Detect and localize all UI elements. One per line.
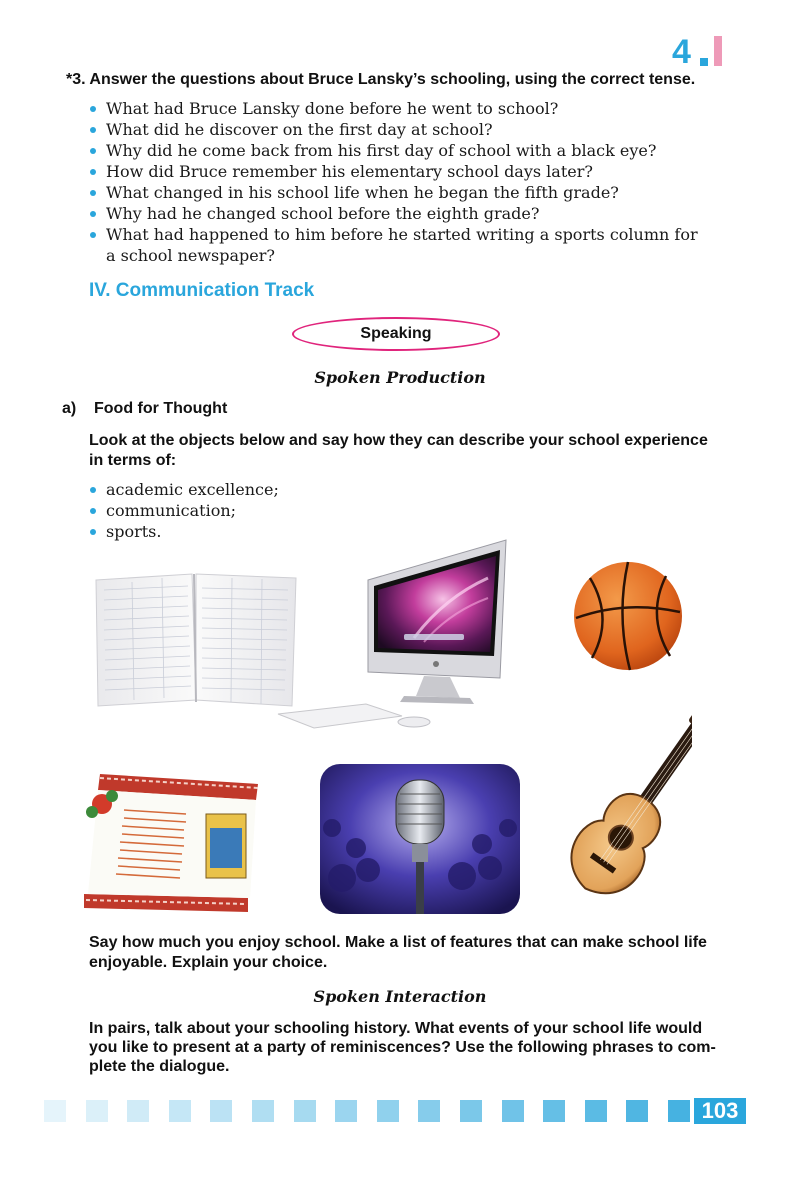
desktop-computer-image xyxy=(274,538,514,734)
question-item-continuation: a school newspaper? xyxy=(106,246,275,265)
pairs-task: In pairs, talk about your schooling history. What events of your school life would you like to present at a party of reminiscences? Use the following phrases to com- plete the dialogue. xyxy=(89,1020,716,1075)
footer-square xyxy=(44,1100,66,1122)
acoustic-guitar-image xyxy=(552,696,692,912)
footer-square xyxy=(418,1100,440,1122)
speaking-label: Speaking xyxy=(360,325,432,342)
bullet-icon xyxy=(90,211,96,217)
topic-item: communication; xyxy=(88,500,488,521)
question-item: What had happened to him before he started writing a sports column for xyxy=(88,224,748,245)
footer-square xyxy=(86,1100,108,1122)
footer-square xyxy=(626,1100,648,1122)
footer-decoration xyxy=(44,1100,704,1124)
basketball-image xyxy=(566,560,690,672)
spoken-production-heading: Spoken Production xyxy=(314,368,486,387)
section-title: IV. Communication Track xyxy=(89,280,315,301)
footer-square xyxy=(335,1100,357,1122)
question-list xyxy=(88,98,748,266)
topic-item: sports. xyxy=(88,521,488,542)
footer-square xyxy=(169,1100,191,1122)
question-item: What did he discover on the first day at school? xyxy=(88,119,748,140)
question-title: *3. Answer the questions about Bruce Lansky’s schooling, using the correct tense. xyxy=(66,71,696,88)
speaking-badge xyxy=(292,317,500,351)
topic-item: academic excellence; xyxy=(88,479,488,500)
bullet-icon xyxy=(90,487,96,493)
exercise-instruction: Look at the objects below and say how they can describe your school experience in terms of: xyxy=(89,432,708,469)
exercise-title: Food for Thought xyxy=(94,400,228,417)
footer-square xyxy=(252,1100,274,1122)
question-item: Why did he come back from his first day of school with a black eye? xyxy=(88,140,748,161)
school-bulletin-board-image xyxy=(80,768,262,914)
bullet-icon xyxy=(90,529,96,535)
bullet-icon xyxy=(90,148,96,154)
footer-square xyxy=(543,1100,565,1122)
bullet-icon xyxy=(90,232,96,238)
bullet-icon xyxy=(90,508,96,514)
footer-square xyxy=(210,1100,232,1122)
footer-square xyxy=(460,1100,482,1122)
unit-dot xyxy=(700,58,708,66)
exercise-letter: a) xyxy=(62,400,77,417)
question-item: What changed in his school life when he began the fifth grade? xyxy=(88,182,748,203)
bullet-icon xyxy=(90,169,96,175)
spoken-interaction-heading: Spoken Interaction xyxy=(313,987,487,1006)
question-item: How did Bruce remember his elementary school days later? xyxy=(88,161,748,182)
footer-square xyxy=(585,1100,607,1122)
topic-list xyxy=(88,479,488,542)
bullet-icon xyxy=(90,127,96,133)
footer-square xyxy=(294,1100,316,1122)
enjoy-school-task: Say how much you enjoy school. Make a list of features that can make school life enjoyable. Explain your choice. xyxy=(89,934,707,971)
footer-square xyxy=(502,1100,524,1122)
bullet-icon xyxy=(90,190,96,196)
unit-subnumber xyxy=(714,36,722,66)
footer-square xyxy=(668,1100,690,1122)
unit-marker xyxy=(672,33,732,71)
footer-square xyxy=(127,1100,149,1122)
question-item: What had Bruce Lansky done before he went to school? xyxy=(88,98,748,119)
footer-square xyxy=(377,1100,399,1122)
unit-number: 4 xyxy=(672,33,691,71)
exercise-a-heading xyxy=(62,400,227,418)
page-number: 103 xyxy=(694,1098,746,1124)
question-item: Why had he changed school before the eighth grade? xyxy=(88,203,748,224)
open-register-book-image xyxy=(92,566,302,712)
microphone-concert-image xyxy=(312,758,528,920)
bullet-icon xyxy=(90,106,96,112)
